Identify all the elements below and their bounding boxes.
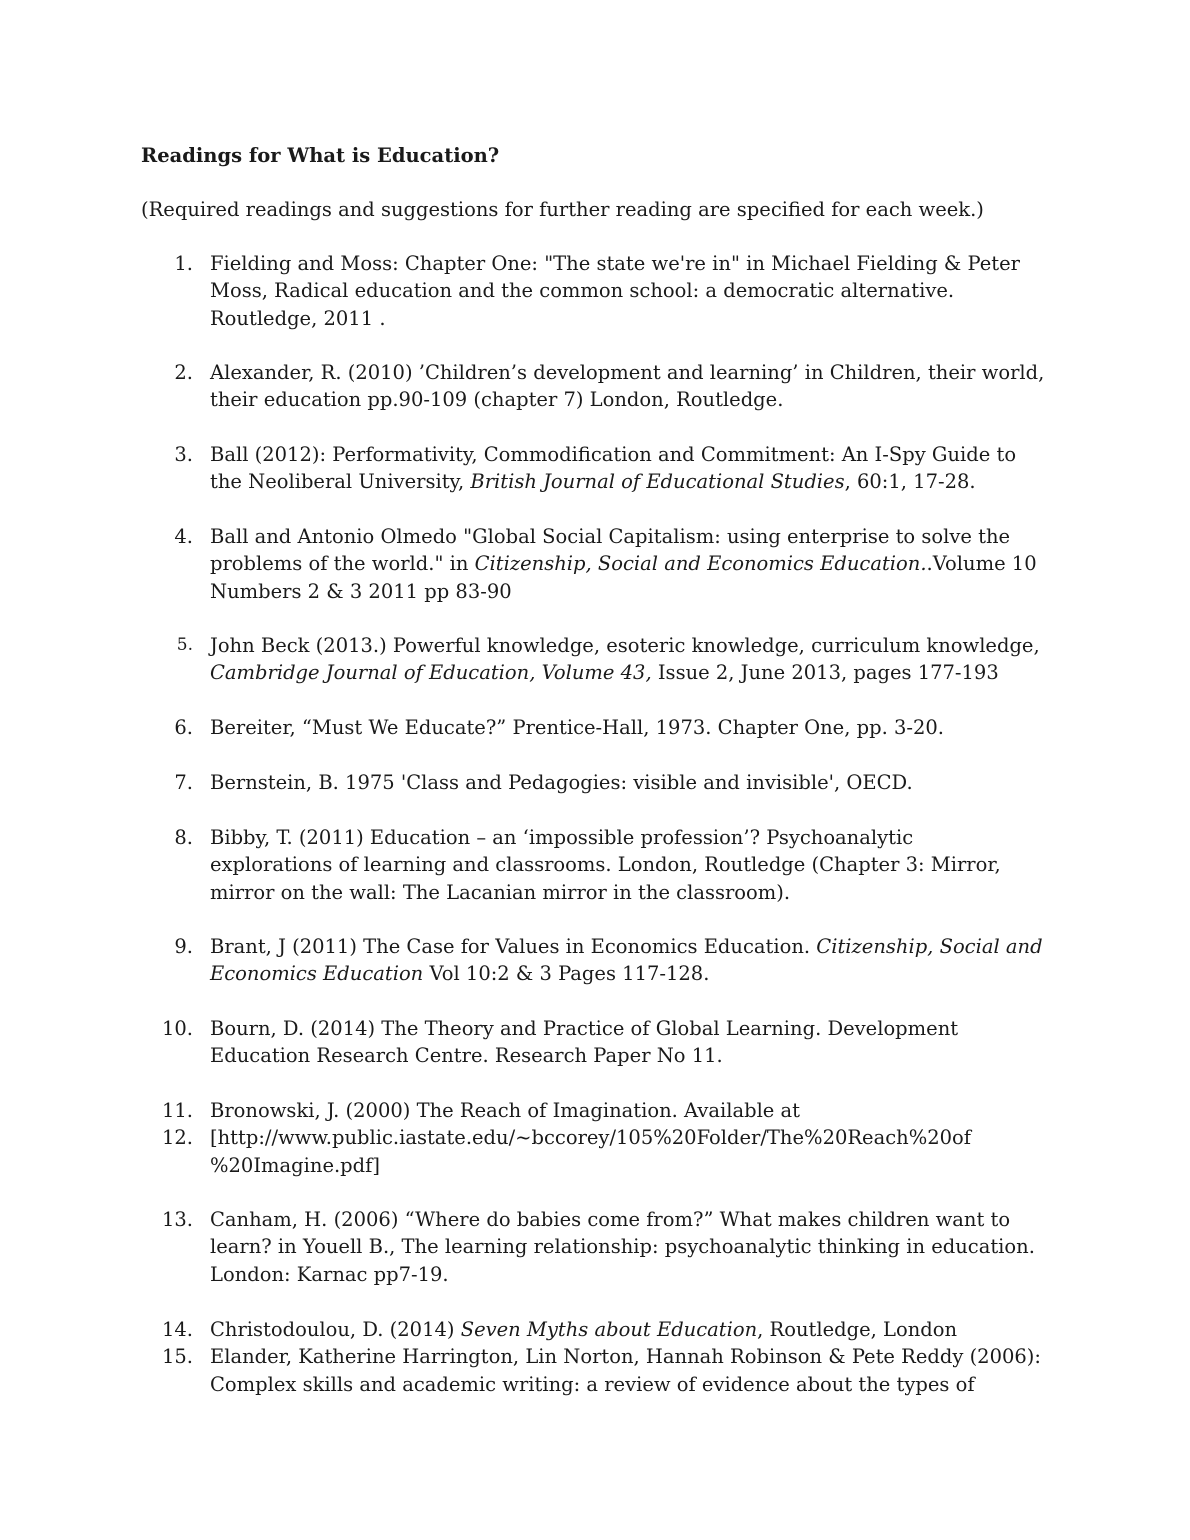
item-number: 10. [161, 1017, 193, 1040]
document-title: Readings for What is Education? [141, 144, 500, 167]
item-text: Bronowski, J. (2000) The Reach of Imagination. Available at [210, 1099, 801, 1122]
book-title: Seven Myths about Education [460, 1318, 758, 1341]
reading-item-7 [141, 769, 1051, 796]
item-number: 5. [176, 635, 193, 655]
item-text: mirror on the wall: The Lacanian mirror in the classroom). [210, 880, 791, 904]
reading-item-10 [141, 1015, 1051, 1070]
item-text: Canham, H. (2006) “Where do babies come from?” What makes children want to [210, 1208, 1011, 1231]
item-number: 15. [161, 1345, 193, 1369]
reading-item-3 [141, 441, 1051, 496]
item-text: Brant, J (2011) The Case for Values in Economics Education. Citizenship, Social and [210, 935, 1043, 958]
reading-item-13 [141, 1206, 1051, 1288]
item-text: Christodoulou, D. (2014) Seven Myths about Education, Routledge, London [210, 1318, 958, 1341]
reading-item-12 [141, 1124, 1051, 1179]
journal-title: Cambridge Journal of Education, Volume 43, [210, 661, 652, 685]
item-text: Cambridge Journal of Education, Volume 43, Issue 2, June 2013, pages 177-193 [210, 661, 999, 685]
item-text: their education pp.90-109 (chapter 7) London, Routledge. [210, 388, 784, 412]
reading-item-11 [141, 1097, 1051, 1124]
reading-item-4 [141, 523, 1051, 605]
intro-text: (Required readings and suggestions for further reading are specified for each week.) [141, 198, 984, 221]
reading-item-6 [141, 714, 1051, 741]
reading-item-14 [141, 1316, 1051, 1343]
item-text: problems of the world." in Citizenship, Social and Economics Education..Volume 10 [210, 552, 1037, 576]
item-text: Ball and Antonio Olmedo "Global Social Capitalism: using enterprise to solve the [210, 525, 1011, 548]
reading-item-9 [141, 933, 1051, 988]
reading-item-2 [141, 359, 1051, 414]
item-text: Numbers 2 & 3 2011 pp 83-90 [210, 579, 512, 603]
item-number: 13. [161, 1208, 193, 1231]
item-number: 14. [161, 1318, 193, 1341]
reading-item-8 [141, 824, 1051, 906]
item-text: learn? in Youell B., The learning relationship: psychoanalytic thinking in education. [210, 1235, 1035, 1259]
item-text: London: Karnac pp7-19. [210, 1262, 449, 1286]
item-number: 3. [174, 443, 193, 466]
item-number: 11. [161, 1099, 193, 1122]
item-text: Alexander, R. (2010) ’Children’s development and learning’ in Children, their world, [210, 361, 1045, 384]
reading-item-15 [141, 1343, 1051, 1398]
item-number: 4. [174, 525, 193, 548]
item-text: explorations of learning and classrooms. London, Routledge (Chapter 3: Mirror, [210, 853, 1001, 877]
item-url[interactable]: [http://www.public.iastate.edu/~bccorey/105%20Folder/The%20Reach%20of [210, 1126, 972, 1150]
item-number: 8. [174, 826, 193, 849]
journal-title: Economics Education [210, 962, 424, 986]
item-number: 9. [174, 935, 193, 958]
item-text: the Neoliberal University, British Journal of Educational Studies, 60:1, 17-28. [210, 470, 976, 494]
item-text: Economics Education Vol 10:2 & 3 Pages 117-128. [210, 962, 710, 986]
item-text: Fielding and Moss: Chapter One: "The state we're in" in Michael Fielding & Peter [210, 252, 1020, 275]
item-text: Bibby, T. (2011) Education – an ‘impossible profession’? Psychoanalytic [210, 826, 914, 849]
item-number: 1. [174, 252, 193, 275]
item-text: Ball (2012): Performativity, Commodification and Commitment: An I-Spy Guide to [210, 443, 1017, 466]
item-number: 12. [161, 1126, 193, 1150]
item-text: Elander, Katherine Harrington, Lin Norton, Hannah Robinson & Pete Reddy (2006): [210, 1345, 1041, 1369]
item-number: 6. [174, 716, 193, 739]
item-text: Bourn, D. (2014) The Theory and Practice of Global Learning. Development [210, 1017, 959, 1040]
item-url[interactable]: %20Imagine.pdf] [210, 1153, 380, 1177]
item-text: Education Research Centre. Research Paper No 11. [210, 1044, 723, 1068]
item-text: Routledge, 2011 . [210, 306, 386, 330]
item-text: Complex skills and academic writing: a review of evidence about the types of [210, 1372, 975, 1396]
journal-title: Citizenship, Social and Economics Education. [474, 552, 927, 576]
reading-item-5 [141, 632, 1051, 687]
item-text: John Beck (2013.) Powerful knowledge, esoteric knowledge, curriculum knowledge, [210, 634, 1040, 657]
item-text: Bereiter, “Must We Educate?” Prentice-Hall, 1973. Chapter One, pp. 3-20. [210, 716, 944, 739]
journal-title: British Journal of Educational Studies [470, 470, 845, 494]
item-text: Moss, Radical education and the common school: a democratic alternative. [210, 279, 955, 303]
item-text: Bernstein, B. 1975 'Class and Pedagogies: visible and invisible', OECD. [210, 771, 913, 794]
item-number: 2. [174, 361, 193, 384]
item-number: 7. [174, 771, 193, 794]
journal-title: Citizenship, Social and [816, 935, 1043, 958]
reading-item-1 [141, 250, 1051, 332]
